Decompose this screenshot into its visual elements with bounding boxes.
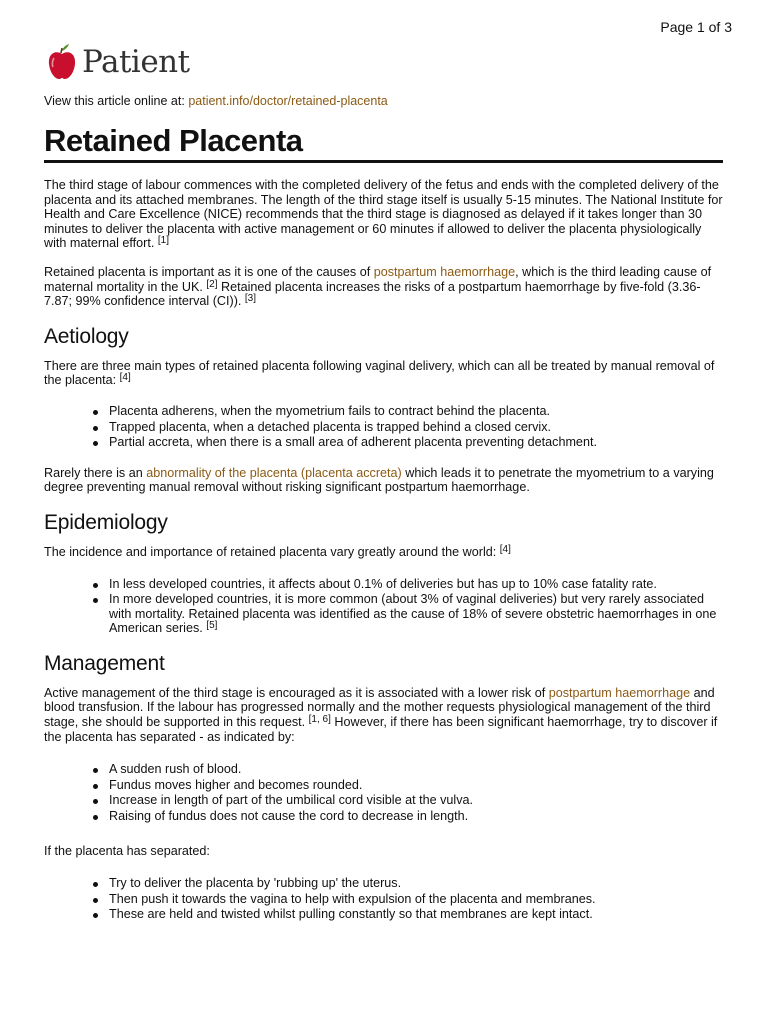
management-text-b: and blood transfusion. If the labour has progressed normally and the mother requests physiological management of the third stage, she should be supported in this request. bbox=[44, 685, 715, 730]
reference-4-epidemiology[interactable]: [4] bbox=[499, 543, 511, 555]
separated-steps-list bbox=[44, 876, 724, 922]
reference-4[interactable]: [4] bbox=[119, 372, 131, 384]
aetiology-list bbox=[44, 404, 724, 450]
patient-logo[interactable] bbox=[46, 42, 190, 82]
aetiology-rare-paragraph bbox=[44, 466, 724, 495]
aetiology-intro bbox=[44, 359, 724, 388]
logo-text: Patient bbox=[82, 44, 190, 80]
list-item: Increase in length of part of the umbilical cord visible at the vulva. bbox=[109, 793, 724, 808]
aetiology-intro-text: There are three main types of retained placenta following vaginal delivery, which can all be treated by manual removal of the placenta: bbox=[44, 358, 715, 388]
view-online-label: View this article online at: bbox=[44, 94, 185, 108]
management-text-c: However, if there has been significant haemorrhage, try to discover if the placenta has separated - as indicated by: bbox=[44, 715, 718, 744]
view-online-line bbox=[44, 94, 388, 108]
epidemiology-intro bbox=[44, 545, 724, 560]
aetiology-rare-text-b: which leads it to penetrate the myometrium to a varying degree preventing manual removal without risking significant postpartum haemorrhage. bbox=[44, 465, 714, 495]
list-item: Placenta adherens, when the myometrium fails to contract behind the placenta. bbox=[109, 404, 724, 419]
list-item: Partial accreta, when there is a small area of adherent placenta preventing detachment. bbox=[109, 435, 724, 450]
intro-paragraph-2-text-a: Retained placenta is important as it is one of the causes of bbox=[44, 264, 374, 279]
list-item: These are held and twisted whilst pulling constantly so that membranes are kept intact. bbox=[109, 907, 724, 922]
epidemiology-list bbox=[44, 577, 724, 636]
list-item: Trapped placenta, when a detached placenta is trapped behind a closed cervix. bbox=[109, 420, 724, 435]
page-number: Page 1 of 3 bbox=[660, 19, 732, 35]
list-item: Raising of fundus does not cause the cord to decrease in length. bbox=[109, 809, 724, 824]
placenta-accreta-link[interactable]: abnormality of the placenta (placenta accreta) bbox=[146, 465, 402, 480]
list-item: A sudden rush of blood. bbox=[109, 762, 724, 777]
list-item bbox=[109, 592, 724, 636]
aetiology-heading: Aetiology bbox=[44, 324, 129, 348]
postpartum-haemorrhage-link-2[interactable]: postpartum haemorrhage bbox=[548, 685, 691, 700]
list-item: Fundus moves higher and becomes rounded. bbox=[109, 778, 724, 793]
apple-logo-icon bbox=[46, 43, 78, 81]
reference-1[interactable]: [1] bbox=[157, 235, 169, 247]
management-heading: Management bbox=[44, 651, 165, 675]
management-text-a: Active management of the third stage is encouraged as it is associated with a lower risk of bbox=[44, 685, 549, 700]
postpartum-haemorrhage-link[interactable]: postpartum haemorrhage bbox=[373, 264, 516, 279]
article-url-link[interactable]: patient.info/doctor/retained-placenta bbox=[188, 94, 388, 108]
separated-intro: If the placenta has separated: bbox=[44, 843, 210, 858]
intro-paragraph-1-text: The third stage of labour commences with the completed delivery of the fetus and ends with the completed delivery of the placenta and its attached membranes. The length of the third stage itself is usually 5-15 minutes. The National Institute for Health and Care Excellence (NICE) recommends that the third stage is diagnosed as delayed if it takes longer than 30 minutes to deliver the placenta with active management or 60 minutes if allowed to deliver the placenta physiologically with maternal effort. bbox=[44, 178, 723, 251]
epidemiology-intro-text: The incidence and importance of retained placenta vary greatly around the world: bbox=[44, 544, 497, 559]
reference-5[interactable]: [5] bbox=[206, 620, 218, 632]
title-block bbox=[44, 120, 723, 163]
separation-signs-list bbox=[44, 762, 724, 823]
reference-1-6[interactable]: [1, 6] bbox=[308, 714, 331, 726]
reference-3[interactable]: [3] bbox=[244, 293, 257, 305]
page-title: Retained Placenta bbox=[44, 123, 303, 158]
list-item: Try to deliver the placenta by 'rubbing up' the uterus. bbox=[109, 876, 724, 891]
list-item: In less developed countries, it affects about 0.1% of deliveries but has up to 10% case fatality rate. bbox=[109, 577, 724, 592]
reference-2[interactable]: [2] bbox=[206, 278, 218, 290]
intro-paragraph-2-text-c: Retained placenta increases the risks of a postpartum haemorrhage by five-fold (3.36-7.87; 99% confidence interval (CI)). bbox=[44, 279, 701, 309]
intro-paragraph-2 bbox=[44, 265, 724, 309]
management-paragraph bbox=[44, 686, 724, 744]
list-item: Then push it towards the vagina to help with expulsion of the placenta and membranes. bbox=[109, 892, 724, 907]
article-content bbox=[44, 178, 724, 938]
epidemiology-item-2-text: In more developed countries, it is more common (about 3% of vaginal deliveries) but very rarely associated with mortality. Retained placenta was identified as the cause of 18% of severe obstetric haemorrhages in one American series. bbox=[109, 592, 717, 636]
aetiology-rare-text-a: Rarely there is an bbox=[44, 465, 147, 480]
intro-paragraph-2-text-b: , which is the third leading cause of maternal mortality in the UK. bbox=[44, 264, 712, 294]
epidemiology-heading: Epidemiology bbox=[44, 510, 168, 534]
intro-paragraph-1 bbox=[44, 178, 724, 251]
